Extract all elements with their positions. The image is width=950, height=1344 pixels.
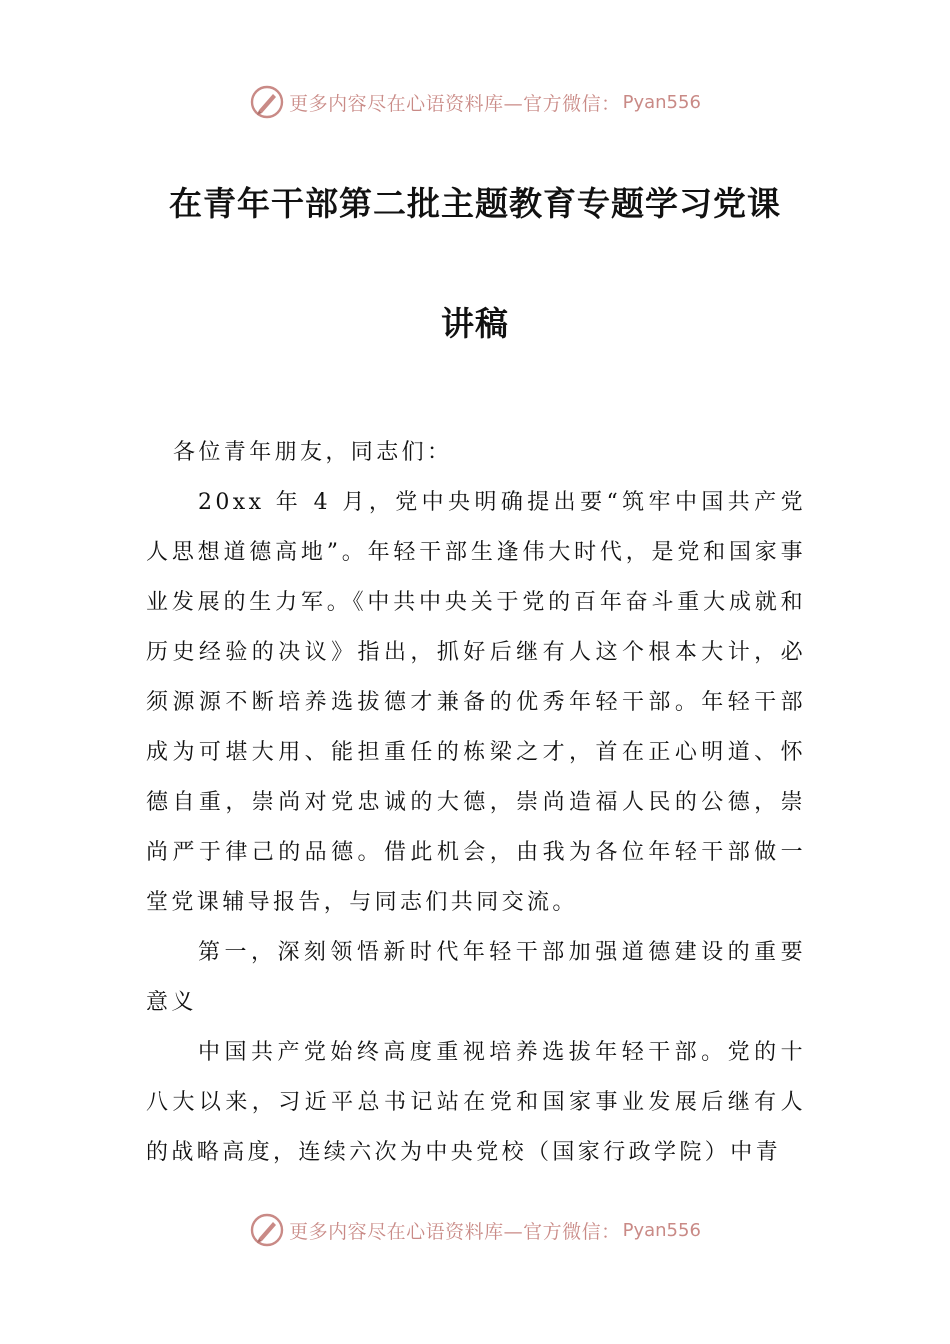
watermark-wechat-id: Pyan556 [622, 91, 701, 113]
document-title-line-2: 讲稿 [441, 304, 509, 343]
pen-logo-icon [249, 84, 285, 120]
watermark-text: 更多内容尽在心语资料库—官方微信： [289, 1220, 621, 1243]
pen-logo-icon [249, 1212, 285, 1248]
section-heading-first: 第一，深刻领悟新时代年轻干部加强道德建设的重要意义 [146, 940, 806, 1015]
document-title-line-1: 在青年干部第二批主题教育专题学习党课 [169, 184, 781, 223]
document-body [146, 428, 806, 1178]
paragraph-intro: 20xx 年 4 月，党中央明确提出要“筑牢中国共产党人思想道德高地”。年轻干部生逢伟大时代，是党和国家事业发展的生力军。《中共中央关于党的百年奋斗重大成就和历史经验的决议》指出，抓好后继有人这个根本大计，必须源源不断培养选拔德才兼备的优秀年轻干部。年轻干部成为可堪大用、能担重任的栋梁之才，首在正心明道、怀德自重，崇尚对党忠诚的大德，崇尚造福人民的公德，崇尚严于律己的品德。借此机会，由我为各位年轻干部做一堂党课辅导报告，与同志们共同交流。 [146, 490, 806, 915]
watermark-wechat-id: Pyan556 [622, 1219, 701, 1241]
watermark-text: 更多内容尽在心语资料库—官方微信： [289, 92, 621, 115]
greeting: 各位青年朋友，同志们： [173, 440, 453, 465]
paragraph-section-one: 中国共产党始终高度重视培养选拔年轻干部。党的十八大以来，习近平总书记站在党和国家事业发展后继有人的战略高度，连续六次为中央党校（国家行政学院）中青 [146, 1040, 806, 1165]
watermark-banner-top [0, 82, 950, 122]
watermark-banner-bottom [0, 1210, 950, 1250]
